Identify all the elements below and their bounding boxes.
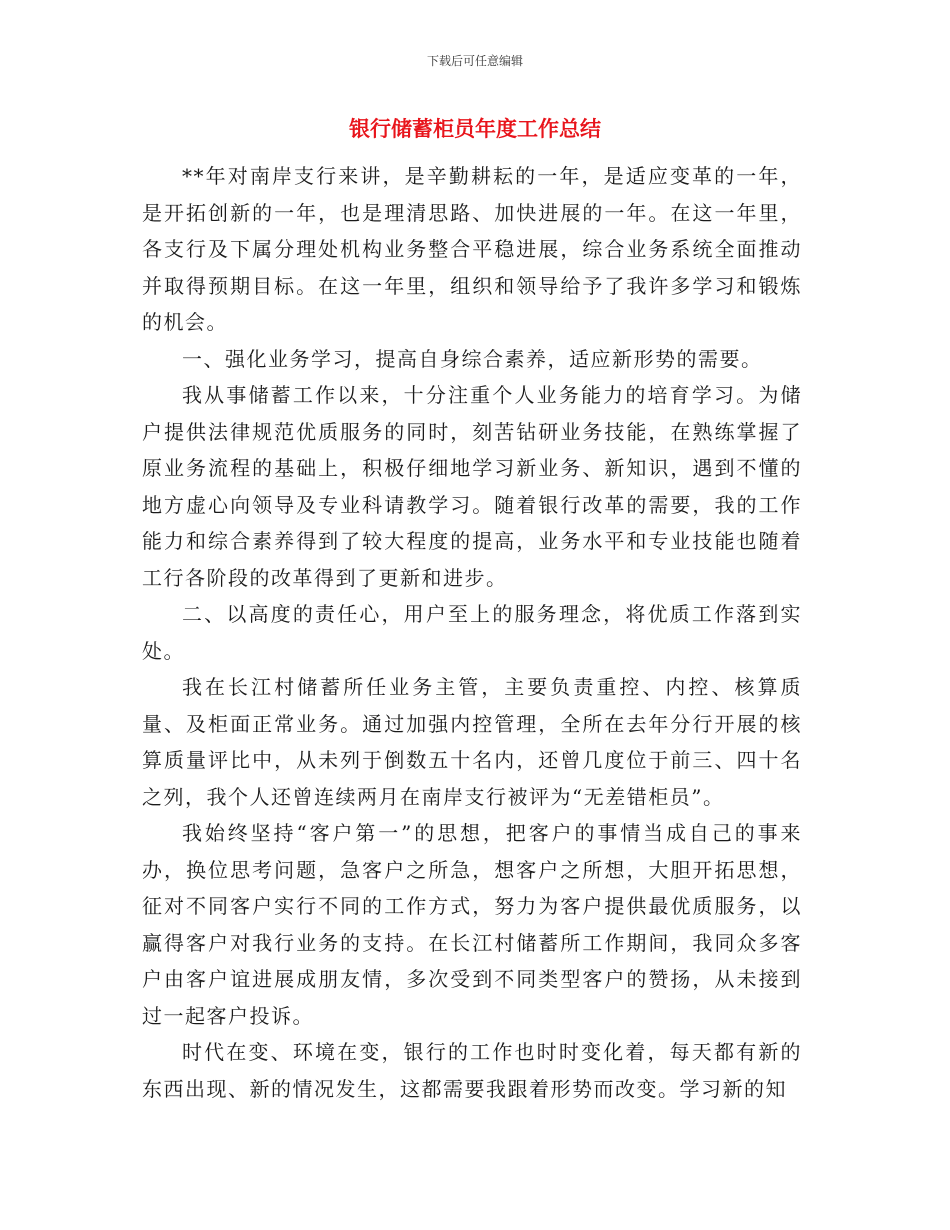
paragraph: 我在长江村储蓄所任业务主管，主要负责重控、内控、核算质量、及柜面正常业务。通过加强内控管理，全所在去年分行开展的核算质量评比中，从未列于倒数五十名内，还曾几度位于前三、四十名之列，我个人还曾连续两月在南岸支行被评为“无差错柜员”。 [142, 675, 802, 809]
header-note: 下载后可任意编辑 [426, 54, 523, 68]
paragraph: 二、以高度的责任心，用户至上的服务理念，将优质工作落到实处。 [142, 602, 802, 663]
paragraph: 一、强化业务学习，提高自身综合素养，适应新形势的需要。 [182, 346, 763, 371]
paragraph: 我始终坚持“客户第一”的思想，把客户的事情当成自己的事来办，换位思考问题，急客户之所急，想客户之所想，大胆开拓思想，征对不同客户实行不同的工作方式，努力为客户提供最优质服务，以赢得客户对我行业务的支持。在长江村储蓄所工作期间，我同众多客户由客户谊进展成朋友情，多次受到不同类型客户的赞扬，从未接到过一起客户投诉。 [142, 821, 802, 1028]
paragraph: 我从事储蓄工作以来，十分注重个人业务能力的培育学习。为储户提供法律规范优质服务的同时，刻苦钻研业务技能，在熟练掌握了原业务流程的基础上，积极仔细地学习新业务、新知识，遇到不懂的地方虚心向领导及专业科请教学习。随着银行改革的需要，我的工作能力和综合素养得到了较大程度的提高，业务水平和专业技能也随着工行各阶段的改革得到了更新和进步。 [142, 383, 802, 590]
document-body [142, 158, 802, 1107]
document-title: 银行储蓄柜员年度工作总结 [349, 117, 601, 141]
paragraph: **年对南岸支行来讲，是辛勤耕耘的一年，是适应变革的一年，是开拓创新的一年，也是理清思路、加快进展的一年。在这一年里，各支行及下属分理处机构业务整合平稳进展，综合业务系统全面推动并取得预期目标。在这一年里，组织和领导给予了我许多学习和锻炼的机会。 [142, 164, 802, 334]
paragraph: 时代在变、环境在变，银行的工作也时时变化着，每天都有新的东西出现、新的情况发生，这都需要我跟着形势而改变。学习新的知 [142, 1040, 802, 1101]
